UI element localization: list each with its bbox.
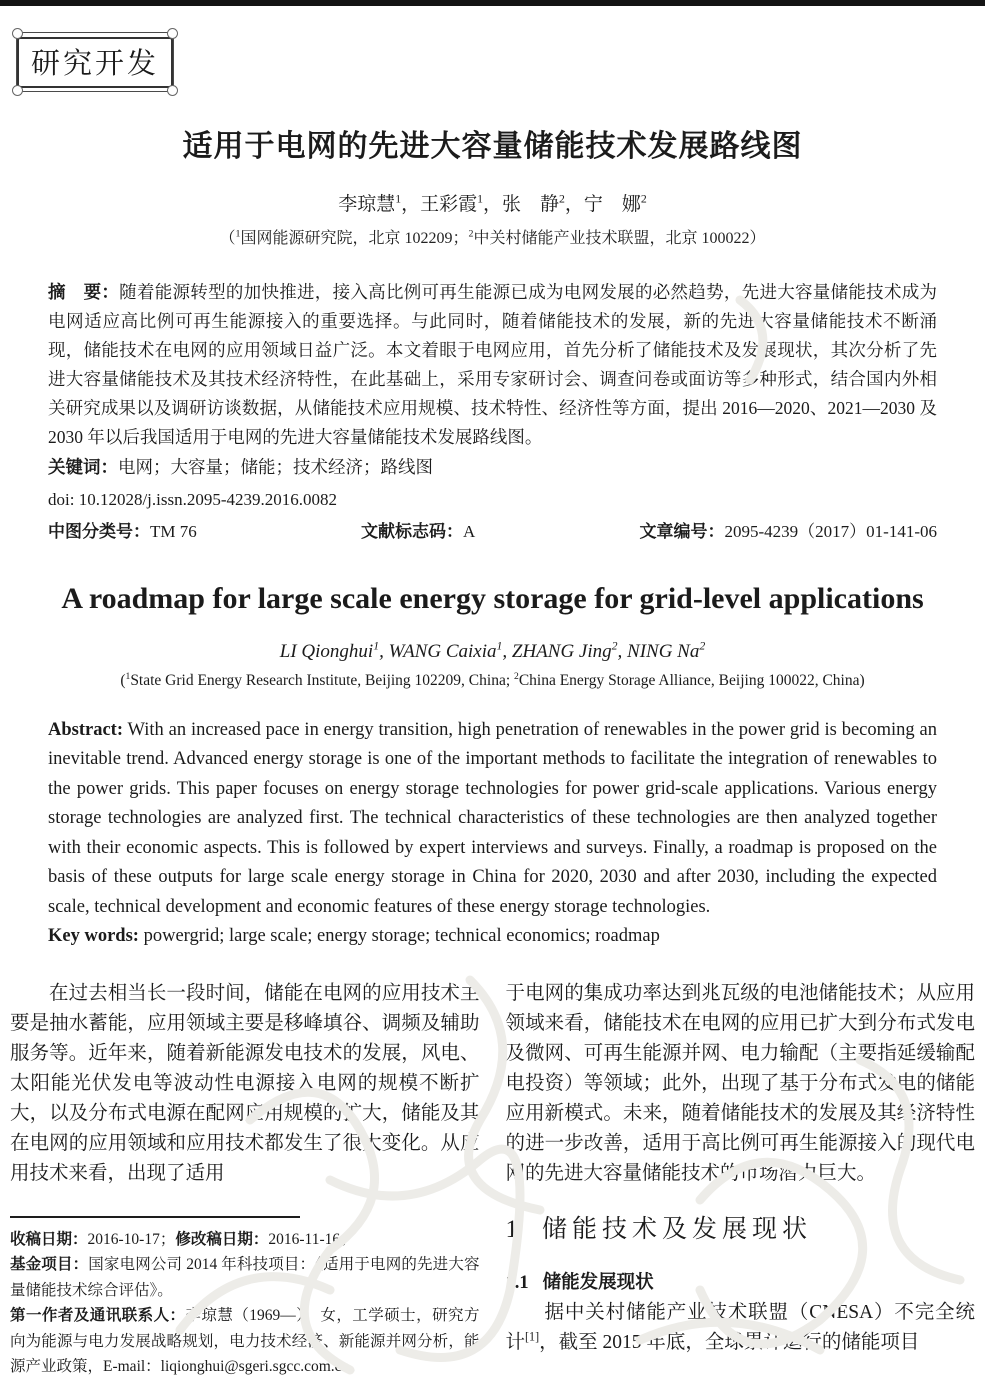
classification-row bbox=[48, 519, 937, 545]
paragraph-text: ，截至 2015 年底，全球累计运行的储能项目 bbox=[539, 1331, 920, 1353]
badge-corner-ornament bbox=[167, 28, 178, 39]
author-name: , NING Na bbox=[617, 640, 700, 662]
badge-corner-ornament bbox=[167, 85, 178, 96]
abstract-zh bbox=[48, 278, 937, 452]
body-left-column bbox=[10, 979, 480, 1380]
received-label: 收稿日期： bbox=[10, 1230, 88, 1248]
body-paragraph bbox=[506, 1298, 976, 1358]
footnote-divider bbox=[10, 1216, 300, 1218]
doi-line: doi: 10.12028/j.issn.2095-4239.2016.0082 bbox=[48, 489, 338, 509]
category-badge bbox=[16, 32, 174, 92]
author-superscript: 1 bbox=[373, 639, 380, 653]
badge-corner-ornament bbox=[12, 28, 23, 39]
badge-corner-ornament bbox=[12, 85, 23, 96]
affiliation-text: State Grid Energy Research Institute, Beijing 102209, China; bbox=[130, 671, 515, 689]
abstract-en bbox=[48, 716, 937, 923]
section-1-1-heading bbox=[506, 1267, 976, 1298]
authors-line-zh bbox=[0, 189, 985, 216]
author-superscript: 1 bbox=[496, 639, 503, 653]
body-columns bbox=[10, 979, 975, 1380]
article-id-value: 2095-4239（2017）01-141-06 bbox=[724, 521, 937, 541]
received-date-line bbox=[10, 1227, 480, 1253]
article-id-field bbox=[640, 519, 937, 545]
category-badge-label: 研究开发 bbox=[17, 37, 173, 88]
paper-title-zh: 适用于电网的先进大容量储能技术发展路线图 bbox=[182, 130, 803, 163]
body-paragraph: 于电网的集成功率达到兆瓦级的电池储能技术；从应用领域来看，储能技术在电网的应用已扩大到分布式发电及微网、可再生能源并网、电力输配（主要指延缓输配电投资）等领域；此外，出现了基于分布式发电的储能应用新模式。未来，随着储能技术的发展及其经济特性的进一步改善，适用于高比例可再生能源接入的现代电网的先进大容量储能技术的市场潜力巨大。 bbox=[505, 982, 975, 1184]
received-value: 2016-10-17； bbox=[87, 1230, 176, 1248]
clc-label: 中图分类号： bbox=[48, 521, 150, 541]
keywords-text-en: powergrid; large scale; energy storage; technical economics; roadmap bbox=[143, 926, 660, 946]
first-author-label: 第一作者及通讯联系人： bbox=[10, 1307, 186, 1324]
affiliation-text: ( bbox=[120, 671, 126, 689]
section-number: 1 bbox=[505, 1215, 518, 1243]
article-id-label: 文章编号： bbox=[639, 521, 725, 541]
fund-label: 基金项目： bbox=[10, 1256, 89, 1273]
affiliation-text: China Energy Storage Alliance, Beijing 100022, China) bbox=[518, 671, 865, 689]
affiliation-text: 国网能源研究院，北京 102209； bbox=[240, 229, 469, 247]
affiliation-line-zh bbox=[0, 225, 985, 248]
author-superscript: 1 bbox=[477, 192, 483, 206]
subsection-title: 储能发展现状 bbox=[542, 1270, 654, 1292]
affiliation-superscript: 1 bbox=[235, 228, 241, 240]
author-name: LI Qionghui bbox=[279, 640, 374, 662]
citation-superscript: [1] bbox=[525, 1329, 540, 1343]
clc-value: TM 76 bbox=[150, 521, 197, 541]
keywords-text-zh: 电网；大容量；储能；技术经济；路线图 bbox=[118, 456, 433, 477]
author-name: ，宁 娜 bbox=[564, 193, 641, 215]
paragraph-text: 据中关村储能产业技术联盟（CNESA）不完全统计 bbox=[505, 1301, 975, 1353]
abstract-text-zh: 随着能源转型的加快推进，接入高比例可再生能源已成为电网发展的必然趋势，先进大容量储能技术成为电网适应高比例可再生能源接入的重要选择。与此同时，随着储能技术的发展，新的先进大容量储能技术不断涌现，储能技术在电网的应用领域日益广泛。本文着眼于电网应用，首先分析了储能技术及发展现状，其次分析了先进大容量储能技术及其技术经济特性，在此基础上，采用专家研讨会、调查问卷或面访等多种形式，结合国内外相关研究成果以及调研访谈数据，从储能技术应用规模、技术特性、经济性等方面，提出 2016—2020、2021—2030 及 2030 年以后我国适用于电网的先进大容量储能技术发展路线图。 bbox=[48, 281, 938, 447]
keywords-label-en: Key words: bbox=[48, 926, 139, 946]
doc-code-value: A bbox=[462, 521, 476, 541]
paper-title-en: A roadmap for large scale energy storage for grid-level applications bbox=[61, 581, 924, 615]
keywords-label-zh: 关键词： bbox=[48, 456, 118, 477]
author-name: ，张 静 bbox=[483, 193, 560, 215]
section-title: 储能技术及发展现状 bbox=[542, 1215, 813, 1243]
author-superscript: 2 bbox=[699, 639, 706, 653]
affiliation-text: 中关村储能产业技术联盟，北京 100022） bbox=[473, 229, 766, 247]
abstract-label-en: Abstract: bbox=[48, 719, 124, 740]
body-paragraph: 在过去相当长一段时间，储能在电网的应用技术主要是抽水蓄能，应用领域主要是移峰填谷、调频及辅助服务等。近年来，随着新能源发电技术的发展，风电、太阳能光伏发电等波动性电源接入电网的规模不断扩大，以及分布式电源在配网应用规模的扩大，储能及其在电网的应用领域和应用技术都发生了很大变化。从应用技术来看，出现了适用 bbox=[10, 982, 480, 1184]
author-superscript: 2 bbox=[611, 639, 618, 653]
author-name: , ZHANG Jing bbox=[502, 640, 612, 662]
affiliation-superscript: 2 bbox=[514, 670, 519, 682]
subsection-number: 1.1 bbox=[505, 1272, 529, 1293]
authors-line-en bbox=[0, 641, 985, 663]
author-superscript: 2 bbox=[640, 192, 647, 206]
fund-text: 国家电网公司 2014 年科技项目：《适用于电网的先进大容量储能技术综合评估》。 bbox=[10, 1256, 480, 1299]
affiliation-superscript: 2 bbox=[468, 228, 474, 240]
keywords-line-zh bbox=[48, 453, 937, 482]
affiliation-text: （ bbox=[219, 229, 236, 247]
revised-value: 2016-11-16。 bbox=[268, 1230, 356, 1248]
author-superscript: 1 bbox=[395, 192, 402, 206]
author-superscript: 2 bbox=[559, 192, 565, 206]
affiliation-line-en bbox=[0, 672, 985, 690]
body-right-column bbox=[506, 979, 976, 1380]
page-top-rule bbox=[0, 0, 985, 6]
revised-label: 修改稿日期： bbox=[175, 1230, 269, 1248]
fund-project-line bbox=[10, 1252, 480, 1303]
affiliation-superscript: 1 bbox=[125, 670, 131, 682]
abstract-label-zh: 摘 要： bbox=[48, 281, 120, 302]
footnote-block bbox=[10, 1216, 480, 1380]
doc-code-label: 文献标志码： bbox=[360, 521, 463, 541]
author-name: , WANG Caixia bbox=[379, 640, 497, 662]
first-author-line bbox=[10, 1303, 480, 1380]
clc-field bbox=[48, 519, 197, 545]
abstract-text-en: With an increased pace in energy transition, high penetration of renewables in the power grid is becoming an inevitable trend. Advanced energy storage is one of the important methods to facilitate the integration of renewables to the power grids. This paper focuses on energy storage technologies for power grid-scale applications. Various energy storage technologies are analyzed first. The technical characteristics of these technologies are then analyzed together with their economic aspects. This is followed by expert interviews and surveys. Finally, a roadmap is proposed on the basis of these outputs for large scale energy storage in China for 2020, 2030 and after 2030, including the expected scale, technical development and economic features of these energy storage technologies. bbox=[48, 719, 937, 917]
keywords-line-en bbox=[48, 922, 937, 952]
author-name: ，王彩霞 bbox=[401, 193, 478, 215]
first-author-text: 李琼慧（1969—），女，工学硕士，研究方向为能源与电力发展战略规划，电力技术经济、新能源并网分析，能源产业政策，E-mail：liqionghui@sgeri.sgcc.com.cn。 bbox=[10, 1307, 480, 1375]
doc-code-field bbox=[361, 519, 475, 545]
section-1-heading bbox=[506, 1215, 976, 1245]
author-name: 李琼慧 bbox=[338, 193, 396, 215]
